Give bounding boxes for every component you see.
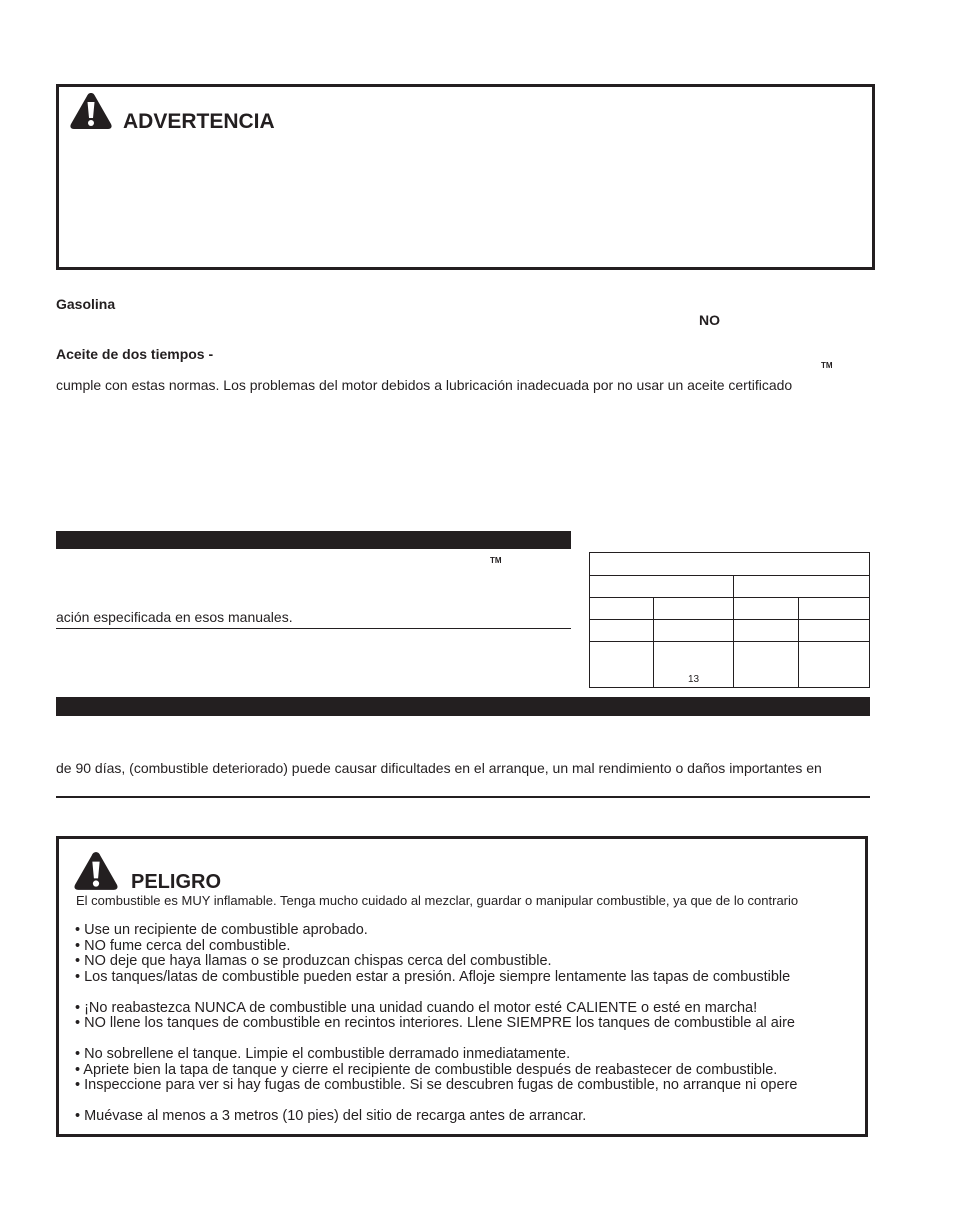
table-subheader-cell bbox=[590, 576, 734, 598]
list-item: • NO deje que haya llamas o se produzcan chispas cerca del combustible. bbox=[75, 953, 552, 969]
mix-section-rule bbox=[56, 628, 571, 629]
table-cell bbox=[734, 598, 799, 620]
danger-title: PELIGRO bbox=[131, 871, 222, 893]
mix-text: ación especificada en esos manuales. bbox=[56, 609, 293, 625]
oil-label: Aceite de dos tiempos - bbox=[56, 346, 214, 362]
table-cell bbox=[799, 642, 870, 688]
warning-title: ADVERTENCIA bbox=[123, 110, 275, 133]
list-item: • NO fume cerca del combustible. bbox=[75, 937, 291, 954]
danger-triangle-icon bbox=[73, 850, 119, 892]
table-cell-value: 13 bbox=[654, 642, 734, 688]
table-cell bbox=[654, 620, 734, 642]
mix-table bbox=[589, 552, 870, 688]
table-subheader-cell bbox=[734, 576, 870, 598]
table-cell bbox=[654, 598, 734, 620]
mix-section-header-bar bbox=[56, 531, 571, 549]
table-cell bbox=[799, 598, 870, 620]
warning-triangle-icon bbox=[69, 91, 113, 131]
gasoline-label: Gasolina bbox=[56, 296, 116, 312]
storage-section-header-bar bbox=[56, 697, 870, 716]
list-item: • Inspeccione para ver si hay fugas de combustible. Si se descubren fugas de combustible, no arranque ni opere bbox=[75, 1077, 798, 1093]
storage-section-rule bbox=[56, 796, 870, 798]
list-item: • Use un recipiente de combustible aprobado. bbox=[75, 922, 368, 938]
list-item: • ¡No reabastezca NUNCA de combustible una unidad cuando el motor esté CALIENTE o esté en marcha! bbox=[75, 999, 758, 1016]
storage-text: de 90 días, (combustible deteriorado) puede causar dificultades en el arranque, un mal rendimiento o daños importantes en bbox=[56, 760, 822, 776]
table-header-cell bbox=[590, 553, 870, 576]
table-cell bbox=[590, 598, 654, 620]
gasoline-no: NO bbox=[699, 312, 720, 328]
list-item: • No sobrellene el tanque. Limpie el combustible derramado inmediatamente. bbox=[75, 1046, 571, 1062]
list-item: • Muévase al menos a 3 metros (10 pies) del sitio de recarga antes de arrancar. bbox=[75, 1108, 587, 1124]
list-item: • NO llene los tanques de combustible en recintos interiores. Llene SIEMPRE los tanques de combustible al aire bbox=[75, 1015, 795, 1031]
list-item: • Apriete bien la tapa de tanque y cierre el recipiente de combustible después de reabastecer de combustible. bbox=[75, 1061, 778, 1078]
danger-bullet-list bbox=[75, 923, 797, 1125]
list-item: • Los tanques/latas de combustible pueden estar a presión. Afloje siempre lentamente las tapas de combustible bbox=[75, 968, 791, 985]
table-cell bbox=[734, 620, 799, 642]
danger-intro: El combustible es MUY inflamable. Tenga mucho cuidado al mezclar, guardar o manipular combustible, ya que de lo contrario bbox=[76, 893, 799, 908]
table-cell bbox=[590, 620, 654, 642]
table-cell bbox=[734, 642, 799, 688]
table-cell bbox=[590, 642, 654, 688]
mix-trademark: TM bbox=[490, 556, 502, 565]
oil-trademark: TM bbox=[821, 361, 833, 370]
oil-text: cumple con estas normas. Los problemas del motor debidos a lubricación inadecuada por no usar un aceite certificado bbox=[56, 377, 793, 393]
table-cell bbox=[799, 620, 870, 642]
